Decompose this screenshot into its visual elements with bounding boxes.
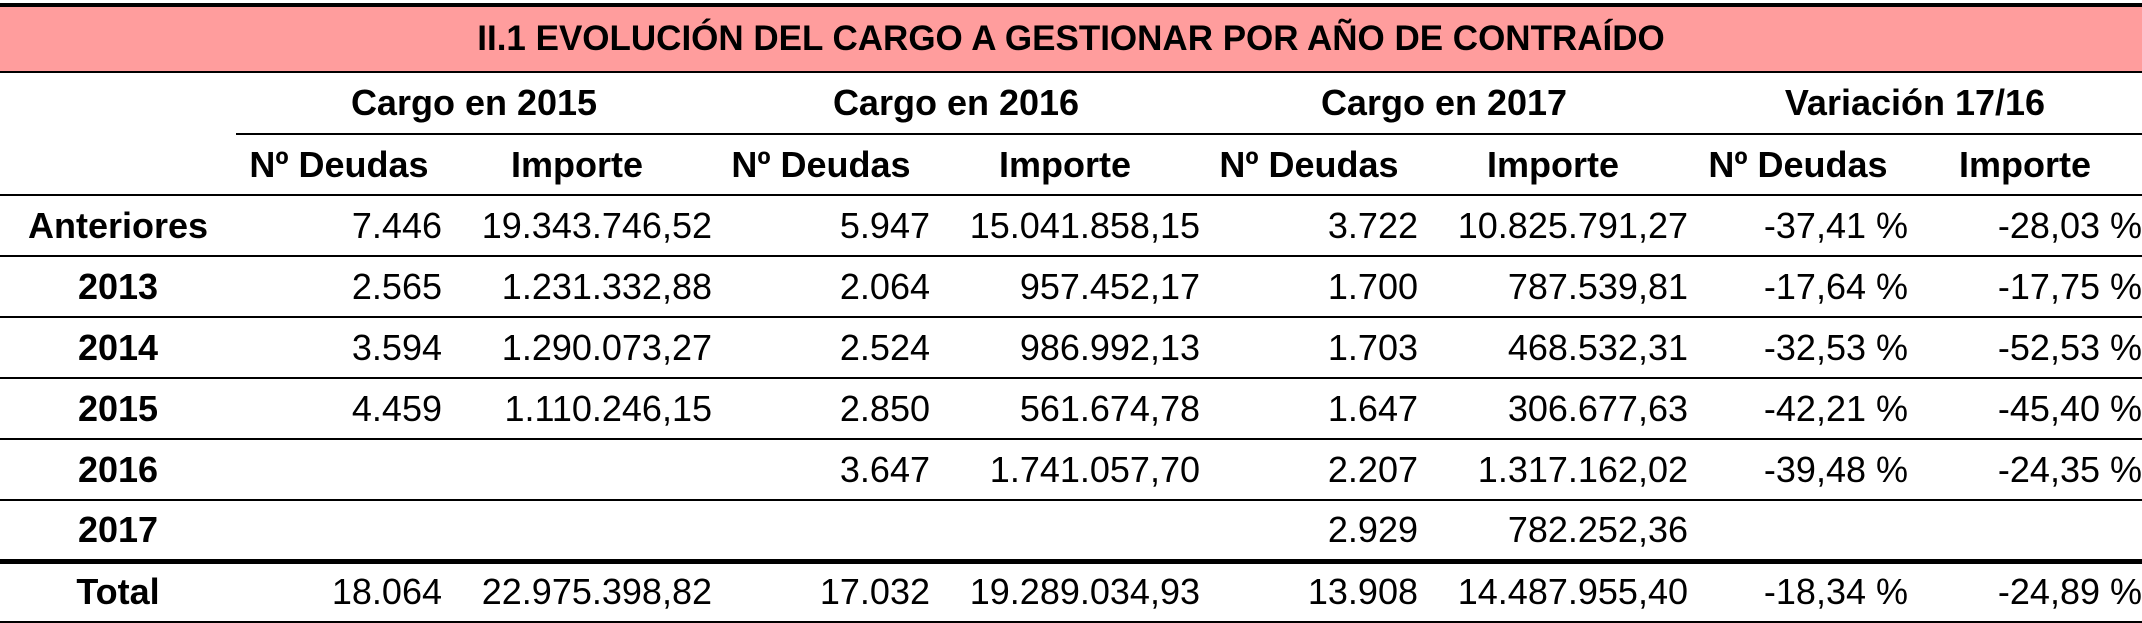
table-cell: 306.677,63 (1418, 378, 1688, 439)
table-cell (1688, 500, 1908, 561)
row-label: 2016 (0, 439, 236, 500)
group-header-row (0, 73, 2142, 134)
table-cell: 2.064 (712, 256, 930, 317)
table-cell: 2.850 (712, 378, 930, 439)
table-title-bar (0, 3, 2142, 73)
subheader-deudas-variacion: Nº Deudas (1688, 134, 1908, 195)
table-cell: 957.452,17 (930, 256, 1200, 317)
table-cell: 5.947 (712, 195, 930, 256)
total-row (0, 561, 2142, 622)
total-label: Total (0, 561, 236, 622)
table-cell: 7.446 (236, 195, 442, 256)
table-cell (236, 439, 442, 500)
corner-cell-sub (0, 134, 236, 195)
table-row (0, 500, 2142, 561)
table-cell: 19.343.746,52 (442, 195, 712, 256)
table-row (0, 195, 2142, 256)
table-cell: 986.992,13 (930, 317, 1200, 378)
table-cell: 1.231.332,88 (442, 256, 712, 317)
table-row (0, 256, 2142, 317)
table-cell: 15.041.858,15 (930, 195, 1200, 256)
table-cell: 1.700 (1200, 256, 1418, 317)
total-cell: -18,34 % (1688, 561, 1908, 622)
table-cell: 468.532,31 (1418, 317, 1688, 378)
row-label: 2017 (0, 500, 236, 561)
table-cell: 1.741.057,70 (930, 439, 1200, 500)
table-cell (1908, 500, 2142, 561)
table-cell: 782.252,36 (1418, 500, 1688, 561)
total-cell: 14.487.955,40 (1418, 561, 1688, 622)
table-cell: -28,03 % (1908, 195, 2142, 256)
table-cell: -52,53 % (1908, 317, 2142, 378)
table-cell: 1.647 (1200, 378, 1418, 439)
group-header-2016: Cargo en 2016 (712, 73, 1200, 134)
table-cell: -32,53 % (1688, 317, 1908, 378)
table-cell (442, 500, 712, 561)
subheader-deudas-2017: Nº Deudas (1200, 134, 1418, 195)
table-cell: 561.674,78 (930, 378, 1200, 439)
total-cell: -24,89 % (1908, 561, 2142, 622)
subheader-importe-2016: Importe (930, 134, 1200, 195)
table-cell: 1.703 (1200, 317, 1418, 378)
subheader-importe-2017: Importe (1418, 134, 1688, 195)
table-row (0, 317, 2142, 378)
table-cell: 1.317.162,02 (1418, 439, 1688, 500)
group-header-variacion: Variación 17/16 (1688, 73, 2142, 134)
row-label: 2013 (0, 256, 236, 317)
table-title: II.1 EVOLUCIÓN DEL CARGO A GESTIONAR POR AÑO DE CONTRAÍDO (477, 19, 1665, 58)
group-header-2015: Cargo en 2015 (236, 73, 712, 134)
table-cell: 2.565 (236, 256, 442, 317)
table-cell: 2.524 (712, 317, 930, 378)
table-cell (712, 500, 930, 561)
table-cell (930, 500, 1200, 561)
subheader-importe-2015: Importe (442, 134, 712, 195)
table-cell: 1.110.246,15 (442, 378, 712, 439)
subheader-importe-variacion: Importe (1908, 134, 2142, 195)
row-label: 2015 (0, 378, 236, 439)
table-cell (442, 439, 712, 500)
total-cell: 22.975.398,82 (442, 561, 712, 622)
table-cell: -39,48 % (1688, 439, 1908, 500)
total-cell: 18.064 (236, 561, 442, 622)
table-cell: 2.929 (1200, 500, 1418, 561)
row-label: Anteriores (0, 195, 236, 256)
table-cell: 4.459 (236, 378, 442, 439)
table-cell: 3.722 (1200, 195, 1418, 256)
table-cell: -45,40 % (1908, 378, 2142, 439)
table-cell: 787.539,81 (1418, 256, 1688, 317)
table-cell (236, 500, 442, 561)
table-row (0, 439, 2142, 500)
subheader-deudas-2015: Nº Deudas (236, 134, 442, 195)
table-cell: 3.594 (236, 317, 442, 378)
total-cell: 19.289.034,93 (930, 561, 1200, 622)
table-row (0, 378, 2142, 439)
table-cell: 3.647 (712, 439, 930, 500)
table-cell: -42,21 % (1688, 378, 1908, 439)
table-cell: 10.825.791,27 (1418, 195, 1688, 256)
subheader-deudas-2016: Nº Deudas (712, 134, 930, 195)
table-cell: -17,75 % (1908, 256, 2142, 317)
row-label: 2014 (0, 317, 236, 378)
data-table (0, 73, 2142, 623)
table-cell: 1.290.073,27 (442, 317, 712, 378)
sub-header-row (0, 134, 2142, 195)
table-cell: -37,41 % (1688, 195, 1908, 256)
table-cell: 2.207 (1200, 439, 1418, 500)
total-cell: 17.032 (712, 561, 930, 622)
total-cell: 13.908 (1200, 561, 1418, 622)
corner-cell (0, 73, 236, 134)
table-cell: -24,35 % (1908, 439, 2142, 500)
group-header-2017: Cargo en 2017 (1200, 73, 1688, 134)
table-cell: -17,64 % (1688, 256, 1908, 317)
